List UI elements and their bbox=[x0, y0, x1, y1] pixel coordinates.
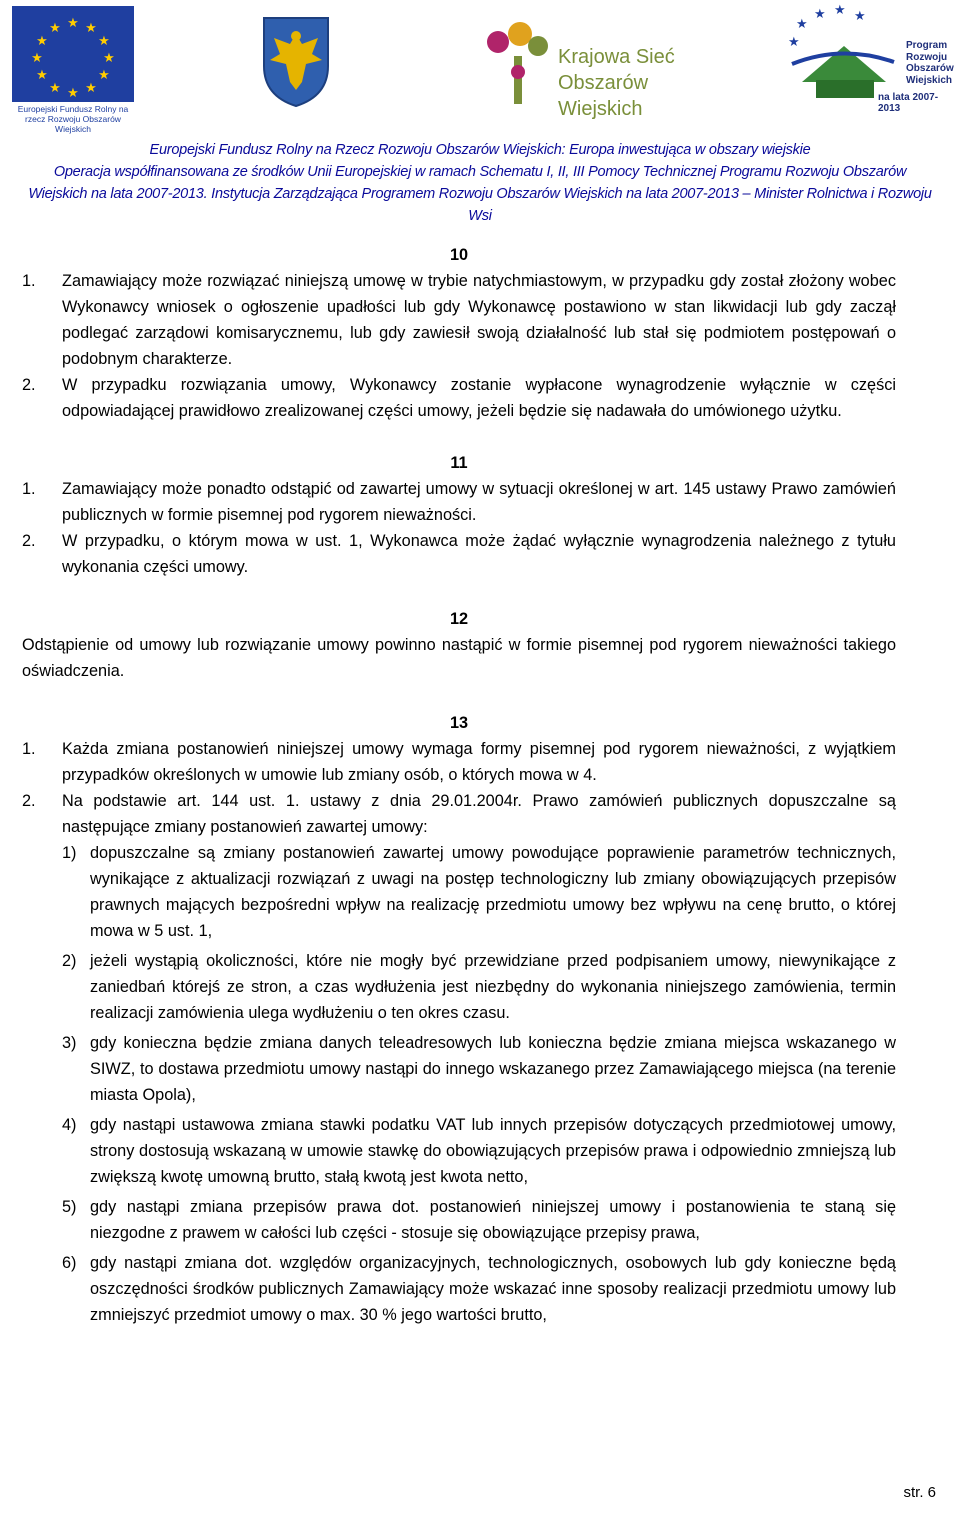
section-11-title: 11 bbox=[450, 454, 468, 472]
subitem-text: gdy nastąpi zmiana dot. względów organizacyjnych, technologicznych, osobowych lub gdy konieczne będą oszczędności środków publicznych Zamawiający może wskazać inne sposoby realizacji przedmiotu umowy lub zmniejszyć przedmiot umowy o max. 30 % jego wartości brutto, bbox=[90, 1254, 896, 1324]
prow-name-line2: Rozwoju bbox=[906, 51, 948, 63]
section-13-subitem-4 bbox=[22, 1112, 896, 1190]
item-number: 1. bbox=[22, 272, 36, 290]
svg-text:★: ★ bbox=[788, 35, 800, 50]
ksow-name-line1: Krajowa Sieć bbox=[558, 46, 675, 68]
item-text: Każda zmiana postanowień niniejszej umowy wymaga formy pisemnej pod rygorem nieważności, z wyjątkiem przypadków określonych w umowie lub zmiany osób, o których mowa w 4. bbox=[62, 740, 896, 784]
contract-body bbox=[22, 242, 896, 1332]
svg-text:★: ★ bbox=[98, 68, 110, 83]
item-text: Zamawiający może ponadto odstąpić od zawartej umowy w sytuacji określonej w art. 145 ustawy Prawo zamówień publicznych w formie pisemnej pod rygorem nieważności. bbox=[62, 480, 896, 524]
ksow-logo bbox=[480, 16, 730, 120]
page-number: str. 6 bbox=[903, 1484, 936, 1501]
prow-stars-house-icon bbox=[782, 4, 902, 104]
item-number: 2. bbox=[22, 376, 36, 394]
svg-text:★: ★ bbox=[85, 81, 97, 96]
ksow-flower-icon bbox=[480, 16, 556, 108]
funding-header bbox=[24, 139, 936, 227]
ksow-logo-name bbox=[558, 44, 730, 122]
section-13-subitem-5 bbox=[22, 1194, 896, 1246]
eu-logo-caption: Europejski Fundusz Rolny na rzecz Rozwoju Obszarów Wiejskich bbox=[17, 104, 129, 134]
section-11-item-2 bbox=[22, 528, 896, 580]
subitem-text: gdy nastąpi zmiana przepisów prawa dot. postanowień niniejszej umowy i postanowienia te staną się niezgodne z prawem w całości lub części - stosuje się obowiązujące przepisy prawa, bbox=[90, 1198, 896, 1242]
eu-flag-logo bbox=[8, 6, 136, 134]
ksow-name-line2: Obszarów Wiejskich bbox=[558, 72, 649, 120]
section-11-item-1 bbox=[22, 476, 896, 528]
subitem-number: 4) bbox=[62, 1116, 77, 1134]
subitem-number: 2) bbox=[62, 952, 77, 970]
subitem-text: gdy nastąpi ustawowa zmiana stawki podatku VAT lub innych przepisów dotyczących przedmiotowej umowy, strony dostosują wskazaną w umowie stawkę do obowiązujących przepisów prawa i odpowiednio zmniejszą lub zwiększą kwotę umowną brutto, stałą kwotą jest kwota netto, bbox=[90, 1116, 896, 1186]
eu-flag bbox=[12, 6, 134, 102]
prow-logo-years: na lata 2007-2013 bbox=[878, 92, 939, 114]
svg-text:★: ★ bbox=[36, 68, 48, 83]
section-12-title: 12 bbox=[449, 610, 469, 628]
eagle-crest-icon bbox=[262, 16, 330, 108]
eu-stars-icon bbox=[12, 6, 134, 102]
subitem-text: jeżeli wystąpią okoliczności, które nie mogły być przewidziane przed podpisaniem umowy, niewynikające z zaniedbań którejś ze stron, a czas wydłużenia jest niezbędny do wykonania niniejszego zamówienia, termin realizacji zamówienia ulega wydłużeniu o ten okres czasu. bbox=[90, 952, 896, 1022]
svg-text:★: ★ bbox=[796, 17, 808, 32]
svg-text:★: ★ bbox=[49, 81, 61, 96]
svg-text:★: ★ bbox=[103, 51, 115, 66]
funding-header-line2: Operacja współfinansowana ze środków Unii Europejskiej w ramach Schematu I, II, III Pomocy Technicznej Programu Rozwoju Obszarów Wiejskich na lata 2007-2013. Instytucja Zarządzająca Programem Rozwoju Obszarów Wiejskich na lata 2007-2013 – Minister Rolnictwa i Rozwoju Wsi bbox=[28, 164, 932, 224]
funding-header-line1: Europejski Fundusz Rolny na Rzecz Rozwoju Obszarów Wiejskich: Europa inwestująca w obszary wiejskie bbox=[149, 142, 811, 158]
subitem-text: dopuszczalne są zmiany postanowień zawartej umowy powodujące poprawienie parametrów technicznych, wynikające z aktualizacji rozwiązań z uwagi na postęp technologiczny lub zmiany obowiązujących przepisów prawnych mających bezpośredni wpływ na realizację przedmiotu umowy bez wpływu na cenę brutto, o której mowa w 5 ust. 1, bbox=[90, 844, 896, 940]
prow-name-line4: Wiejskich bbox=[906, 74, 953, 86]
item-text: Zamawiający może rozwiązać niniejszą umowę w trybie natychmiastowym, w przypadku gdy został złożony wobec Wykonawcy wniosek o ogłoszenie upadłości lub gdy Wykonawcę postawiono w stan likwidacji lub gdy zaczął podlegać zarządowi komisarycznemu, lub gdy zawiesił swoją działalność lub stał się podmiotem postępowań o podobnym charakterze. bbox=[62, 272, 896, 368]
prow-name-line3: Obszarów bbox=[906, 63, 954, 74]
section-13-item-2 bbox=[22, 788, 896, 840]
section-13-subitem-2 bbox=[22, 948, 896, 1026]
item-text: W przypadku, o którym mowa w ust. 1, Wykonawca może żądać wyłącznie wynagrodzenia należnego z tytułu wykonania części umowy. bbox=[62, 532, 896, 576]
section-13-item-1 bbox=[22, 736, 896, 788]
section-10-item-2 bbox=[22, 372, 896, 424]
prow-name-line1: Program bbox=[906, 40, 948, 51]
svg-text:★: ★ bbox=[854, 9, 866, 24]
item-number: 2. bbox=[22, 532, 36, 550]
section-10-title: 10 bbox=[449, 246, 469, 264]
item-number: 2. bbox=[22, 792, 36, 810]
opolskie-crest-logo bbox=[262, 16, 330, 108]
prow-logo-name bbox=[906, 40, 954, 86]
section-13-subitem-1 bbox=[22, 840, 896, 944]
svg-text:★: ★ bbox=[49, 21, 61, 36]
subitem-text: gdy konieczna będzie zmiana danych teleadresowych lub konieczna będzie zmiana miejsca wskazanego w SIWZ, to dostawa przedmiotu umowy nastąpi do innego wskazanego przez Zamawiającego miejsca (na terenie miasta Opola), bbox=[90, 1034, 896, 1104]
subitem-number: 1) bbox=[62, 844, 77, 862]
item-text: W przypadku rozwiązania umowy, Wykonawcy zostanie wypłacone wynagrodzenie wyłącznie w części odpowiadającej prawidłowo zrealizowanej części umowy, jeżeli będzie się nadawała do umówionego użytku. bbox=[62, 376, 896, 420]
svg-text:★: ★ bbox=[36, 34, 48, 49]
svg-text:★: ★ bbox=[98, 34, 110, 49]
svg-text:★: ★ bbox=[834, 4, 846, 18]
prow-logo bbox=[782, 4, 954, 114]
section-13-title: 13 bbox=[449, 714, 469, 732]
svg-text:★: ★ bbox=[67, 16, 79, 31]
svg-text:★: ★ bbox=[814, 7, 826, 22]
subitem-number: 5) bbox=[62, 1198, 77, 1216]
svg-text:★: ★ bbox=[31, 51, 43, 66]
section-10-item-1 bbox=[22, 268, 896, 372]
svg-text:★: ★ bbox=[67, 86, 79, 101]
svg-text:★: ★ bbox=[85, 21, 97, 36]
section-12-text: Odstąpienie od umowy lub rozwiązanie umowy powinno nastąpić w formie pisemnej pod rygorem nieważności takiego oświadczenia. bbox=[22, 636, 896, 680]
section-13-subitem-6 bbox=[22, 1250, 896, 1328]
item-number: 1. bbox=[22, 740, 36, 758]
section-13-subitem-3 bbox=[22, 1030, 896, 1108]
item-text: Na podstawie art. 144 ust. 1. ustawy z dnia 29.01.2004r. Prawo zamówień publicznych dopuszczalne są następujące zmiany postanowień zawartej umowy: bbox=[62, 792, 896, 836]
item-number: 1. bbox=[22, 480, 36, 498]
subitem-number: 6) bbox=[62, 1254, 77, 1272]
subitem-number: 3) bbox=[62, 1034, 77, 1052]
